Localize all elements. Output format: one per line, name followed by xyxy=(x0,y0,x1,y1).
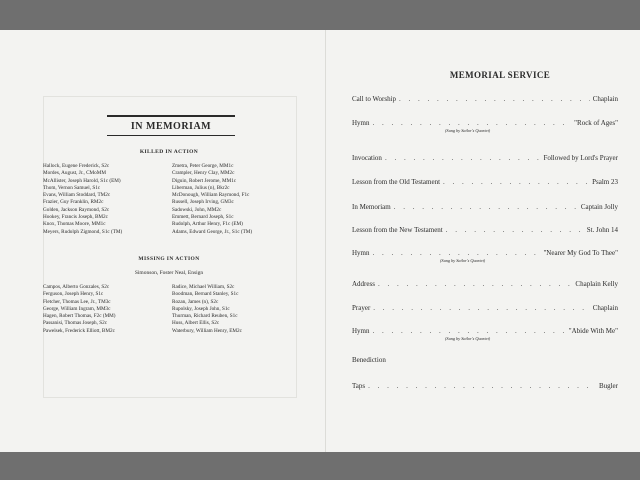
program-item xyxy=(352,356,618,368)
program-item-label: Benediction xyxy=(352,356,386,364)
program-item-label: Lesson from the Old Testament xyxy=(352,178,441,186)
list-item: Rozan, James (n), S2c xyxy=(172,298,219,305)
leader-dots xyxy=(368,382,596,390)
program-item-value: Chaplain xyxy=(592,95,618,103)
killed-list-right xyxy=(172,163,252,236)
program-item-note: (Sung by Sailor's Quartet) xyxy=(445,336,491,341)
program-item-label: In Memoriam xyxy=(352,203,391,211)
list-item: Frazier, Guy Franklin, RM2c xyxy=(43,199,104,206)
program-item-value: Chaplain Kelly xyxy=(575,280,618,288)
list-item: Rupolsky, Joseph John, S1c xyxy=(172,305,230,312)
list-item: Emmett, Bernard Joseph, S1c xyxy=(172,214,234,221)
program-item xyxy=(352,382,618,394)
program-item-value: "Rock of Ages" xyxy=(574,119,618,127)
program-item-label: Call to Worship xyxy=(352,95,397,103)
missing-in-action-heading: MISSING IN ACTION xyxy=(138,256,200,262)
list-item: Pawelsek, Frederick Elliott, BM2c xyxy=(43,327,115,334)
leader-dots xyxy=(394,203,578,211)
list-item: Golden, Jackson Raymond, S2c xyxy=(43,206,110,213)
list-item: McDonough, William Raymond, F1c xyxy=(172,192,250,199)
program-item-note: (Sung by Sailor's Quartet) xyxy=(440,258,486,263)
leader-dots xyxy=(399,95,590,103)
list-item: Meyers, Rudolph Zigmond, S1c (TM) xyxy=(43,228,123,235)
killed-list-left xyxy=(43,163,122,236)
leader-dots xyxy=(373,119,572,127)
list-item: Huss, Albert Ellis, S2c xyxy=(172,320,220,327)
list-item: Hookey, Francis Joseph, BM2c xyxy=(43,214,108,221)
program-item-value: "Nearer My God To Thee" xyxy=(543,249,618,257)
killed-in-action-heading: KILLED IN ACTION xyxy=(139,149,199,155)
leader-dots xyxy=(373,304,589,312)
program-item xyxy=(352,304,618,316)
list-item: Hagen, Robert Thomas, F2c (MM) xyxy=(43,313,116,320)
list-item: Thurman, Richard Reuben, S1c xyxy=(172,313,238,320)
list-item: Hallock, Eugene Frederick, S2c xyxy=(43,163,110,169)
list-item: McAllister, Joseph Harold, S1c (EM) xyxy=(43,177,121,184)
program-item-value: Captain Jolly xyxy=(580,203,618,211)
program-item-label: Hymn xyxy=(352,249,370,257)
program-item-note: (Sung by Sailor's Quartet) xyxy=(445,128,491,133)
program-item-label: Hymn xyxy=(352,119,370,127)
program-item-value: "Abide With Me" xyxy=(568,327,618,335)
bleed-through-frame xyxy=(43,96,297,398)
program-item xyxy=(352,226,618,238)
list-item: Liberman, Julius (n), Bkr2c xyxy=(172,184,230,191)
program-item-label: Prayer xyxy=(352,304,371,312)
program-item xyxy=(352,154,618,166)
list-item: Passanisi, Thomas Joseph, S2c xyxy=(43,320,108,327)
program-item-value: St. John 14 xyxy=(586,226,618,234)
program-item xyxy=(352,95,618,107)
missing-list-left xyxy=(43,284,116,335)
leader-dots xyxy=(378,280,572,288)
list-item: Radice, Michael William, S2c xyxy=(172,284,235,290)
list-item: Zmetra, Peter George, MM1c xyxy=(172,163,234,169)
leader-dots xyxy=(373,249,541,257)
list-item: Ferguson, Joseph Henry, S1c xyxy=(43,291,104,298)
program-item-label: Taps xyxy=(352,382,366,390)
leader-dots xyxy=(443,178,589,186)
program-item-label: Address xyxy=(352,280,375,288)
center-fold xyxy=(325,30,326,452)
list-item: Russell, Joseph Irving, GM3c xyxy=(172,199,234,206)
program-item-value: Bugler xyxy=(598,382,618,390)
leader-dots xyxy=(385,154,541,162)
program-item xyxy=(352,178,618,190)
program-item-label: Hymn xyxy=(352,327,370,335)
list-item: Waterbury, William Henry, EM2c xyxy=(172,327,242,334)
memorial-service-title: MEMORIAL SERVICE xyxy=(449,70,551,80)
missing-list-right xyxy=(172,284,242,335)
list-item: Sadowski, John, MM2c xyxy=(172,206,222,213)
list-item: Thom, Vernon Samuel, S1c xyxy=(43,184,101,191)
list-item: Knox, Thomas Moore, MM1c xyxy=(43,221,106,228)
missing-officer: Simonson, Foster Neal, Ensign xyxy=(134,270,204,276)
program-item-value: Chaplain xyxy=(592,304,618,312)
program-item-label: Lesson from the New Testament xyxy=(352,226,443,234)
list-item: Boodman, Bernard Stanley, S1c xyxy=(172,291,239,298)
program-item-label: Invocation xyxy=(352,154,382,162)
list-item: Rudolph, Arthur Henry, F1c (EM) xyxy=(172,221,243,228)
list-item: Crampler, Henry Clay, MM2c xyxy=(172,170,235,177)
list-item: George, William Ingram, MM3c xyxy=(43,305,111,312)
in-memoriam-title: IN MEMORIAM xyxy=(107,115,235,136)
program-item xyxy=(352,280,618,292)
leader-dots xyxy=(446,226,584,234)
list-item: Evans, William Stoddard, TM2c xyxy=(43,192,111,199)
program-item xyxy=(352,203,618,215)
list-item: Fletcher, Thomas Lee, Jr., TM3c xyxy=(43,298,111,305)
list-item: Diguin, Robert Jerome, MM1c xyxy=(172,177,237,184)
list-item: Mordes, August, Jr., CMoMM xyxy=(43,170,106,177)
program-item-value: Followed by Lord's Prayer xyxy=(543,154,618,162)
list-item: Campos, Alberto Gonzales, S2c xyxy=(43,284,110,290)
leader-dots xyxy=(373,327,566,335)
list-item: Adams, Edward George, Jr., S1c (TM) xyxy=(172,228,253,235)
program-item-value: Psalm 23 xyxy=(592,178,618,186)
